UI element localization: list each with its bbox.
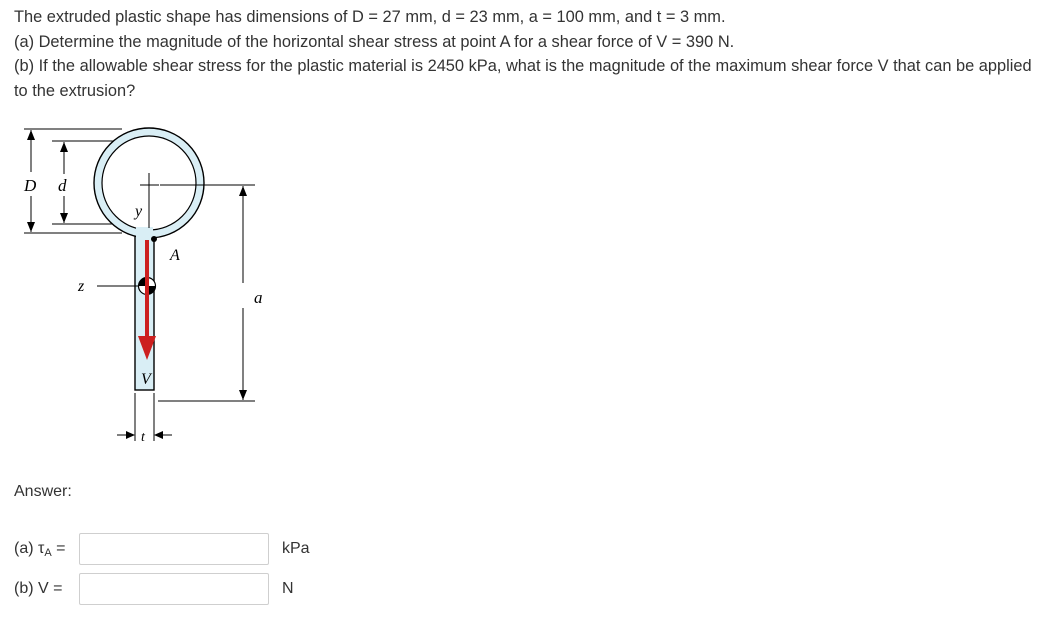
- label-V: V: [141, 371, 151, 388]
- problem-statement: [14, 5, 1042, 103]
- answer-a-label-subscript: A: [44, 546, 52, 559]
- answer-heading: Answer:: [14, 483, 72, 500]
- problem-part-b: (b) If the allowable shear stress for the plastic material is 2450 kPa, what is the magnitude of the maximum shear force V that can be applied to the extrusion?: [14, 57, 1032, 100]
- answer-row-a: [14, 533, 310, 565]
- answer-a-input[interactable]: [79, 533, 269, 565]
- arrowhead-d-bottom: [60, 213, 68, 223]
- label-d: d: [58, 176, 67, 195]
- answer-a-label-prefix: (a) τ: [14, 539, 45, 557]
- answer-a-label-suffix: =: [51, 539, 66, 557]
- label-a: a: [254, 288, 263, 307]
- problem-part-a: (a) Determine the magnitude of the horizontal shear stress at point A for a shear force of V = 390 N.: [14, 32, 735, 51]
- arrowhead-D-top: [27, 130, 35, 140]
- answer-row-b: [14, 573, 294, 605]
- answer-a-label: [14, 540, 77, 559]
- extrusion-figure: [0, 118, 300, 448]
- arrowhead-a-bottom: [239, 390, 247, 400]
- extrusion-diagram: [0, 118, 300, 448]
- label-A: A: [170, 247, 180, 264]
- arrowhead-a-top: [239, 186, 247, 196]
- arrowhead-D-bottom: [27, 222, 35, 232]
- answer-b-label-prefix: (b) V =: [14, 580, 63, 597]
- arrowhead-d-top: [60, 142, 68, 152]
- arrowhead-t-left: [126, 431, 135, 439]
- point-A-marker: [151, 236, 157, 242]
- problem-dimensions: The extruded plastic shape has dimensions of D = 27 mm, d = 23 mm, a = 100 mm, and t = 3 mm.: [14, 8, 726, 26]
- label-z: z: [78, 278, 85, 295]
- stem-join: [136, 227, 153, 241]
- label-y: y: [135, 203, 143, 220]
- arrowhead-t-right: [154, 431, 163, 439]
- answer-b-unit: N: [282, 580, 294, 597]
- answer-b-label: [14, 580, 77, 598]
- answer-b-input[interactable]: [79, 573, 269, 605]
- answer-a-unit: kPa: [282, 540, 310, 557]
- stem-outline: [135, 218, 154, 390]
- label-D: D: [24, 176, 37, 195]
- label-t: t: [141, 430, 145, 445]
